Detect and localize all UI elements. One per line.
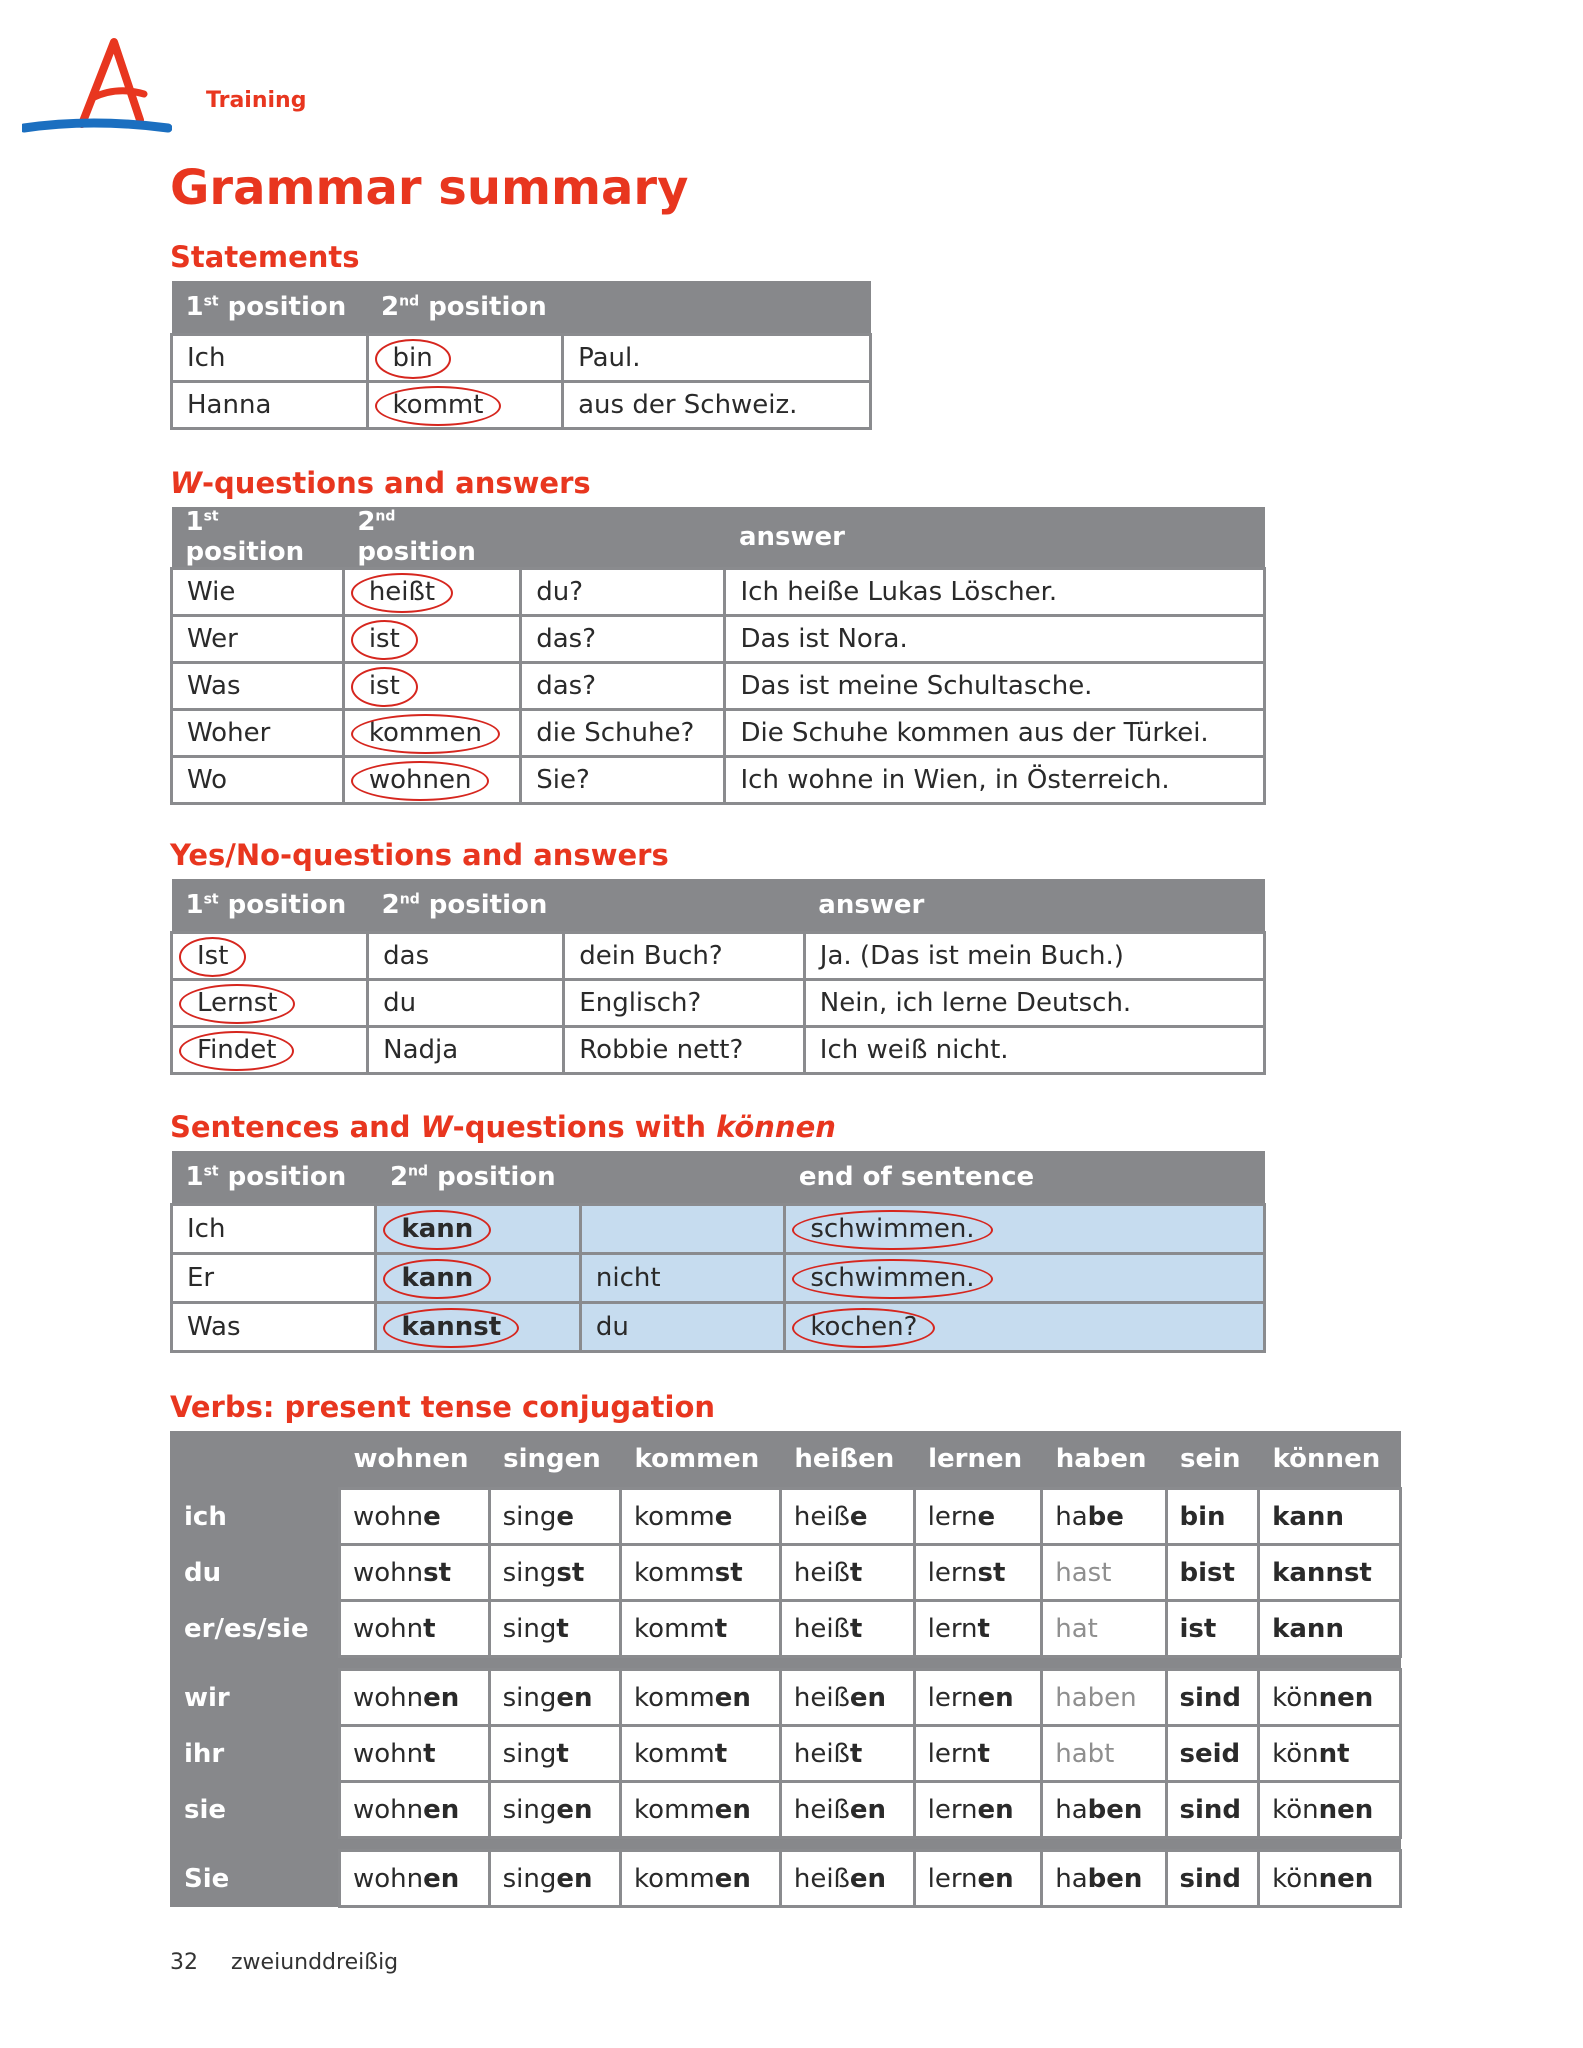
- table-row: [172, 616, 1265, 663]
- form-cell: kommen: [621, 1782, 781, 1838]
- table-cell: aus der Schweiz.: [563, 382, 871, 429]
- circled-word: Ist: [187, 941, 238, 971]
- table-cell: [343, 710, 520, 757]
- form-cell: kann: [1259, 1601, 1401, 1657]
- table-cell: du: [580, 1303, 784, 1352]
- form-cell: sind: [1166, 1670, 1259, 1726]
- form-cell: ist: [1166, 1601, 1259, 1657]
- table-cell: Das ist meine Schultasche.: [725, 663, 1265, 710]
- table-cell: [785, 1254, 1265, 1303]
- table-row: [172, 1254, 1265, 1303]
- verb-header: können: [1259, 1431, 1401, 1489]
- form-cell: kann: [1259, 1489, 1401, 1545]
- form-cell: kommst: [621, 1545, 781, 1601]
- pronoun-cell: wir: [170, 1670, 340, 1726]
- table-row: [170, 1726, 1401, 1782]
- konnen-heading: Sentences and W-questions with können: [170, 1110, 836, 1144]
- circled-word: wohnen: [359, 765, 482, 795]
- form-cell: singt: [489, 1601, 620, 1657]
- circled-word: Findet: [187, 1035, 286, 1065]
- form-cell: wohnen: [340, 1670, 490, 1726]
- circled-word: kochen?: [800, 1312, 927, 1342]
- table-cell: du?: [521, 569, 725, 616]
- table-row: [172, 1303, 1265, 1352]
- table-cell: [172, 1027, 368, 1074]
- table-cell: du: [368, 980, 564, 1027]
- table-cell: [367, 335, 563, 382]
- form-cell: singst: [489, 1545, 620, 1601]
- table-cell: Wie: [172, 569, 344, 616]
- circled-word: Lernst: [187, 988, 287, 1018]
- table-row: [170, 1489, 1401, 1545]
- form-cell: sind: [1166, 1851, 1259, 1907]
- table-cell: [580, 1205, 784, 1254]
- form-cell: habe: [1042, 1489, 1166, 1545]
- table-cell: nicht: [580, 1254, 784, 1303]
- table-cell: Ich weiß nicht.: [804, 1027, 1264, 1074]
- table-row: [172, 663, 1265, 710]
- pronoun-cell: er/es/sie: [170, 1601, 340, 1657]
- table-row: [170, 1601, 1401, 1657]
- circled-word: ist: [359, 671, 410, 701]
- form-cell: können: [1259, 1782, 1401, 1838]
- yn-heading: Yes/No-questions and answers: [170, 838, 669, 872]
- form-cell: singen: [489, 1670, 620, 1726]
- statements-heading: Statements: [170, 240, 360, 274]
- form-cell: kommt: [621, 1601, 781, 1657]
- form-cell: sind: [1166, 1782, 1259, 1838]
- page-number: 32: [170, 1950, 198, 1975]
- table-row: [170, 1545, 1401, 1601]
- column-header: answer: [725, 507, 1265, 569]
- table-cell: [343, 663, 520, 710]
- form-cell: haben: [1042, 1851, 1166, 1907]
- column-header: answer: [804, 879, 1264, 933]
- form-cell: lernst: [914, 1545, 1042, 1601]
- pronoun-cell: du: [170, 1545, 340, 1601]
- table-cell: Das ist Nora.: [725, 616, 1265, 663]
- form-cell: lernen: [914, 1851, 1042, 1907]
- form-cell: kommt: [621, 1726, 781, 1782]
- table-cell: Ich: [172, 335, 368, 382]
- table-cell: Wer: [172, 616, 344, 663]
- table-cell: das: [368, 933, 564, 980]
- circled-word: bin: [383, 343, 443, 373]
- table-row: [172, 757, 1265, 804]
- conjugation-heading: Verbs: present tense conjugation: [170, 1390, 716, 1424]
- verb-header: sein: [1166, 1431, 1259, 1489]
- footer: [170, 1950, 424, 1975]
- form-cell: kommen: [621, 1670, 781, 1726]
- form-cell: lernen: [914, 1670, 1042, 1726]
- table-cell: [785, 1303, 1265, 1352]
- group-separator: [170, 1657, 1401, 1670]
- table-cell: Sie?: [521, 757, 725, 804]
- circled-word: kann: [391, 1214, 483, 1244]
- form-cell: singe: [489, 1489, 620, 1545]
- form-cell: wohnst: [340, 1545, 490, 1601]
- circled-word: schwimmen.: [800, 1263, 984, 1293]
- table-cell: [376, 1303, 580, 1352]
- pronoun-cell: sie: [170, 1782, 340, 1838]
- verb-header: wohnen: [340, 1431, 490, 1489]
- table-cell: Was: [172, 663, 344, 710]
- table-cell: Nein, ich lerne Deutsch.: [804, 980, 1264, 1027]
- table-cell: Paul.: [563, 335, 871, 382]
- table-cell: [172, 980, 368, 1027]
- wq-table: [170, 507, 1266, 805]
- table-cell: [367, 382, 563, 429]
- circled-word: schwimmen.: [800, 1214, 984, 1244]
- column-header: 1st position: [172, 281, 368, 335]
- table-row: [172, 335, 871, 382]
- column-header: 2nd position: [367, 281, 563, 335]
- form-cell: wohnen: [340, 1851, 490, 1907]
- circled-word: kommt: [383, 390, 494, 420]
- form-cell: heißen: [780, 1782, 914, 1838]
- form-cell: seid: [1166, 1726, 1259, 1782]
- form-cell: wohnt: [340, 1726, 490, 1782]
- verb-header: heißen: [780, 1431, 914, 1489]
- table-cell: Wo: [172, 757, 344, 804]
- column-header: 1st position: [172, 879, 368, 933]
- table-cell: [785, 1205, 1265, 1254]
- page-word: zweiunddreißig: [231, 1950, 399, 1975]
- table-row: [172, 569, 1265, 616]
- verb-header: kommen: [621, 1431, 781, 1489]
- column-header: 1st position: [172, 507, 344, 569]
- table-cell: Er: [172, 1254, 376, 1303]
- column-header: [521, 507, 725, 569]
- form-cell: können: [1259, 1851, 1401, 1907]
- table-row: [172, 382, 871, 429]
- form-cell: komme: [621, 1489, 781, 1545]
- column-header: 2nd position: [343, 507, 520, 569]
- form-cell: heiße: [780, 1489, 914, 1545]
- column-header: end of sentence: [785, 1151, 1265, 1205]
- form-cell: lerne: [914, 1489, 1042, 1545]
- table-row: [170, 1782, 1401, 1838]
- table-cell: Nadja: [368, 1027, 564, 1074]
- table-cell: [343, 616, 520, 663]
- verb-header: singen: [489, 1431, 620, 1489]
- table-cell: [343, 757, 520, 804]
- form-cell: singt: [489, 1726, 620, 1782]
- circled-word: heißt: [359, 577, 445, 607]
- konnen-table: [170, 1151, 1266, 1353]
- form-cell: wohnt: [340, 1601, 490, 1657]
- table-cell: [376, 1205, 580, 1254]
- table-cell: [376, 1254, 580, 1303]
- form-cell: lernen: [914, 1782, 1042, 1838]
- form-cell: heißt: [780, 1726, 914, 1782]
- form-cell: kommen: [621, 1851, 781, 1907]
- table-cell: Englisch?: [564, 980, 805, 1027]
- table-cell: [172, 933, 368, 980]
- alpha-logo-icon: [22, 36, 172, 136]
- form-cell: heißt: [780, 1601, 914, 1657]
- verb-header: haben: [1042, 1431, 1166, 1489]
- table-row: [172, 980, 1265, 1027]
- table-cell: das?: [521, 663, 725, 710]
- table-cell: Ich wohne in Wien, in Österreich.: [725, 757, 1265, 804]
- table-cell: Woher: [172, 710, 344, 757]
- group-separator: [170, 1838, 1401, 1851]
- table-row: [172, 1027, 1265, 1074]
- wq-heading: W-questions and answers: [170, 466, 591, 500]
- form-cell: singen: [489, 1782, 620, 1838]
- table-cell: Ich heiße Lukas Löscher.: [725, 569, 1265, 616]
- form-cell: heißen: [780, 1851, 914, 1907]
- yn-table: [170, 879, 1266, 1075]
- form-cell: kannst: [1259, 1545, 1401, 1601]
- form-cell: haben: [1042, 1782, 1166, 1838]
- column-header: 1st position: [172, 1151, 376, 1205]
- table-row: [170, 1670, 1401, 1726]
- column-header: [580, 1151, 784, 1205]
- pronoun-cell: ihr: [170, 1726, 340, 1782]
- table-row: [172, 710, 1265, 757]
- circled-word: ist: [359, 624, 410, 654]
- circled-word: kannst: [391, 1312, 511, 1342]
- form-cell: hat: [1042, 1601, 1166, 1657]
- form-cell: bist: [1166, 1545, 1259, 1601]
- column-header: [564, 879, 805, 933]
- table-cell: Ich: [172, 1205, 376, 1254]
- table-cell: Was: [172, 1303, 376, 1352]
- table-cell: dein Buch?: [564, 933, 805, 980]
- form-cell: heißt: [780, 1545, 914, 1601]
- column-header: 2nd position: [376, 1151, 580, 1205]
- form-cell: heißen: [780, 1670, 914, 1726]
- form-cell: bin: [1166, 1489, 1259, 1545]
- circled-word: kann: [391, 1263, 483, 1293]
- form-cell: könnt: [1259, 1726, 1401, 1782]
- table-row: [170, 1851, 1401, 1907]
- form-cell: wohnen: [340, 1782, 490, 1838]
- table-row: [172, 1205, 1265, 1254]
- table-cell: Die Schuhe kommen aus der Türkei.: [725, 710, 1265, 757]
- table-cell: das?: [521, 616, 725, 663]
- pronoun-cell: Sie: [170, 1851, 340, 1907]
- conjugation-table: [170, 1431, 1402, 1908]
- statements-table: [170, 281, 872, 430]
- page-title: Grammar summary: [170, 160, 689, 216]
- circled-word: kommen: [359, 718, 492, 748]
- corner-cell: [170, 1431, 340, 1489]
- table-cell: Robbie nett?: [564, 1027, 805, 1074]
- table-row: [172, 933, 1265, 980]
- section-label: Training: [206, 88, 307, 113]
- column-header: [563, 281, 871, 335]
- column-header: 2nd position: [368, 879, 564, 933]
- form-cell: können: [1259, 1670, 1401, 1726]
- form-cell: wohne: [340, 1489, 490, 1545]
- form-cell: haben: [1042, 1670, 1166, 1726]
- table-cell: [343, 569, 520, 616]
- form-cell: lernt: [914, 1601, 1042, 1657]
- table-cell: Ja. (Das ist mein Buch.): [804, 933, 1264, 980]
- table-cell: die Schuhe?: [521, 710, 725, 757]
- form-cell: hast: [1042, 1545, 1166, 1601]
- form-cell: habt: [1042, 1726, 1166, 1782]
- table-cell: Hanna: [172, 382, 368, 429]
- form-cell: singen: [489, 1851, 620, 1907]
- verb-header: lernen: [914, 1431, 1042, 1489]
- form-cell: lernt: [914, 1726, 1042, 1782]
- pronoun-cell: ich: [170, 1489, 340, 1545]
